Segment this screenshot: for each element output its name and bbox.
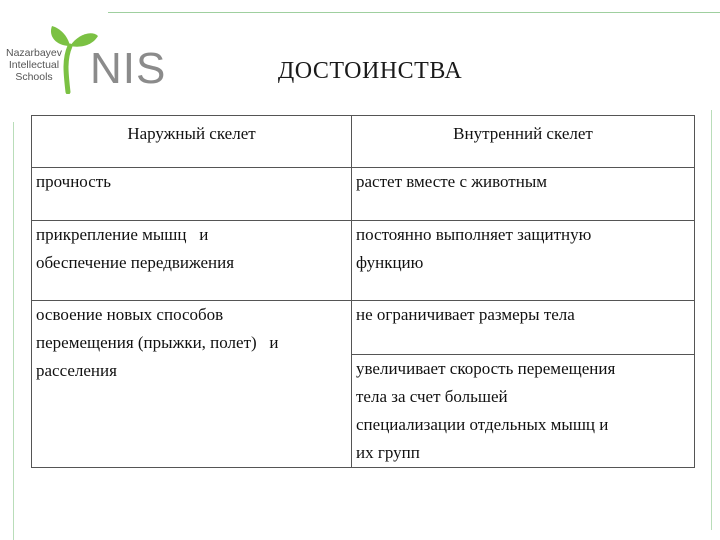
table-cell — [352, 221, 695, 301]
column-header: Наружный скелет — [32, 116, 352, 168]
cell-line: специализации отдельных мышц и — [356, 415, 609, 434]
cell-line: функцию — [356, 253, 424, 272]
table-cell — [32, 221, 352, 301]
table-header-row — [32, 116, 695, 168]
table-cell — [32, 301, 352, 468]
top-divider — [108, 12, 720, 13]
cell-line: тела за счет большей — [356, 387, 508, 406]
table-cell — [352, 168, 695, 221]
table-row — [32, 221, 695, 301]
cell-line: их групп — [356, 443, 420, 462]
cell-line: увеличивает скорость перемещения — [356, 359, 616, 378]
table-row — [32, 168, 695, 221]
cell-text: растет вместе с животным — [356, 172, 548, 191]
page-title: ДОСТОИНСТВА — [277, 58, 463, 84]
left-divider — [13, 122, 14, 540]
cell-line: постоянно выполняет защитную — [356, 225, 592, 244]
logo-org-line: Schools — [15, 71, 53, 83]
cell-text: не ограничивает размеры тела — [356, 305, 575, 324]
cell-line: прикрепление мышц и — [36, 225, 209, 244]
right-divider — [711, 110, 712, 530]
table-cell — [32, 168, 352, 221]
logo-org-line: Intellectual — [8, 59, 60, 71]
logo-org-line: Nazarbayev — [5, 47, 63, 59]
logo-org-name — [4, 47, 64, 83]
column-header: Внутренний скелет — [352, 116, 695, 168]
table-cell — [352, 301, 695, 355]
table-cell — [352, 355, 695, 468]
cell-line: перемещения (прыжки, полет) и — [36, 333, 279, 352]
cell-line: освоение новых способов — [36, 305, 224, 324]
cell-text: прочность — [36, 172, 111, 191]
table-row — [32, 301, 695, 355]
cell-line: обеспечение передвижения — [36, 253, 235, 272]
cell-line: расселения — [36, 361, 117, 380]
logo-brand: NIS — [90, 44, 167, 93]
comparison-table — [31, 115, 695, 468]
